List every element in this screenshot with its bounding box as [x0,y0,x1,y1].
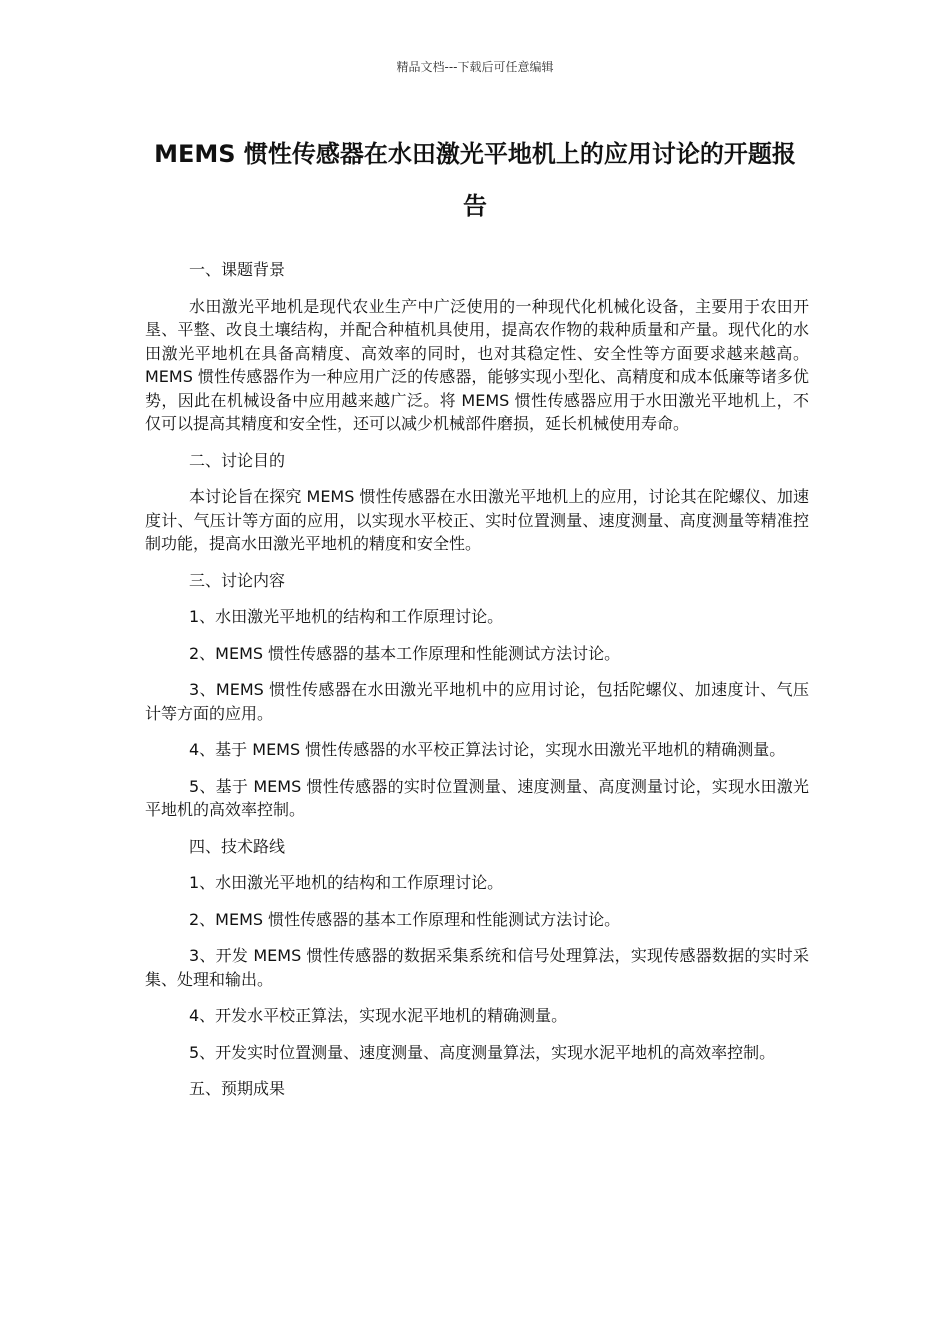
document-title: MEMS 惯性传感器在水田激光平地机上的应用讨论的开题报告 [154,140,796,220]
content-item-2: 2、MEMS 惯性传感器的基本工作原理和性能测试方法讨论。 [189,643,621,663]
tech-route-item-4: 4、开发水平校正算法，实现水泥平地机的精确测量。 [189,1006,568,1025]
section-heading-expected-results: 五、预期成果 [189,1079,286,1098]
header-note: 精品文档---下载后可任意编辑 [396,60,554,74]
section-heading-tech-route: 四、技术路线 [189,836,286,856]
paragraph-purpose: 本讨论旨在探究 MEMS 惯性传感器在水田激光平地机上的应用，讨论其在陀螺仪、加速度计、气压计等方面的应用，以实现水平校正、实时位置测量、速度测量、高度测量等精准控制功能，提高水田激光平地机的精度和安全性。 [145,487,809,553]
tech-route-item-3: 3、开发 MEMS 惯性传感器的数据采集系统和信号处理算法，实现传感器数据的实时采集、处理和输出。 [145,946,809,989]
tech-route-item-5: 5、开发实时位置测量、速度测量、高度测量算法，实现水泥平地机的高效率控制。 [189,1042,776,1062]
tech-route-item-1: 1、水田激光平地机的结构和工作原理讨论。 [189,873,504,892]
content-item-4: 4、基于 MEMS 惯性传感器的水平校正算法讨论，实现水田激光平地机的精确测量。 [189,740,786,759]
content-item-1: 1、水田激光平地机的结构和工作原理讨论。 [189,607,504,626]
tech-route-item-2: 2、MEMS 惯性传感器的基本工作原理和性能测试方法讨论。 [189,909,621,929]
paragraph-background: 水田激光平地机是现代农业生产中广泛使用的一种现代化机械化设备，主要用于农田开垦、平整、改良土壤结构，并配合种植机具使用，提高农作物的栽种质量和产量。现代化的水田激光平地机在具备高精度、高效率的同时，也对其稳定性、安全性等方面要求越来越高。MEMS 惯性传感器作为一种应用广泛的传感器，能够实现小型化、高精度和成本低廉等诸多优势，因此在机械设备中应用越来越广泛。将 MEMS 惯性传感器应用于水田激光平地机上，不仅可以提高其精度和安全性，还可以减少机械部件磨损，延长机械使用寿命。 [145,296,809,433]
section-heading-background: 一、课题背景 [189,260,286,279]
section-heading-purpose: 二、讨论目的 [189,450,286,470]
document-body [145,258,809,1114]
content-item-3: 3、MEMS 惯性传感器在水田激光平地机中的应用讨论，包括陀螺仪、加速度计、气压计等方面的应用。 [145,680,809,723]
content-item-5: 5、基于 MEMS 惯性传感器的实时位置测量、速度测量、高度测量讨论，实现水田激光平地机的高效率控制。 [145,776,809,819]
section-heading-content: 三、讨论内容 [189,570,286,590]
